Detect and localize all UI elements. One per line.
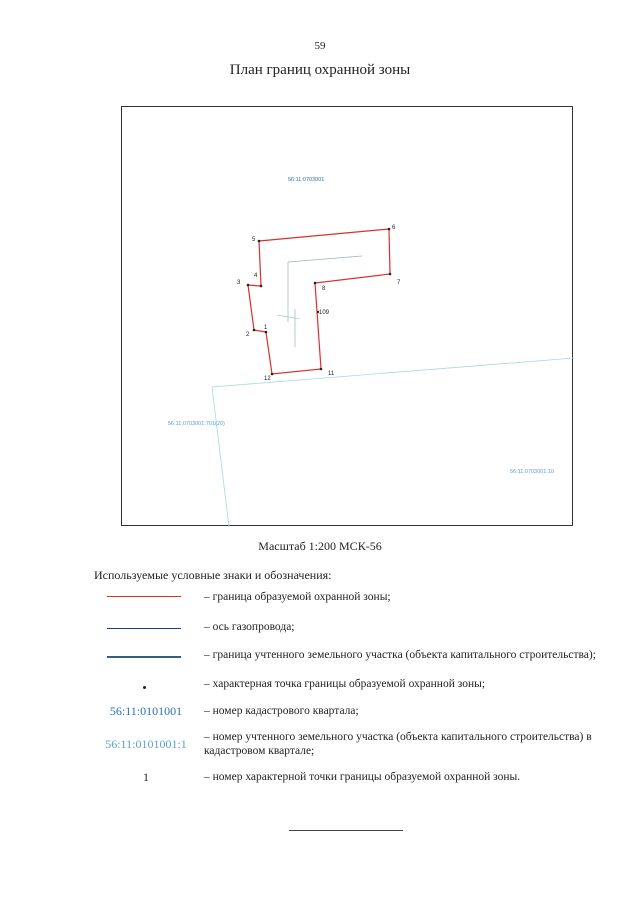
boundary-point <box>258 240 261 243</box>
legend-symbol <box>94 677 198 697</box>
legend-item-parcel-number <box>94 730 614 762</box>
parcel-boundary-symbol <box>107 656 181 658</box>
point-label: 6 <box>392 225 396 231</box>
boundary-point <box>389 273 392 276</box>
legend-item-characteristic-point <box>94 677 614 697</box>
boundary-point <box>314 282 317 285</box>
point-label: 7 <box>397 280 401 286</box>
boundary-points <box>247 228 392 376</box>
point-label: 12 <box>264 376 271 382</box>
pipe-label: 109 <box>319 310 330 316</box>
legend-item-point-number <box>94 770 614 790</box>
legend-symbol <box>94 770 198 790</box>
boundary-point <box>247 284 250 287</box>
parcel-number-symbol: 56:11:0101001:1 <box>105 737 187 751</box>
signature-line <box>289 830 403 831</box>
boundary-point <box>388 228 391 231</box>
legend-symbol <box>94 590 198 610</box>
parcel-label: 56:11:0703001:701(20) <box>168 421 225 427</box>
legend-item-gas-axis <box>94 620 614 640</box>
legend-item-cadastral-block <box>94 704 614 724</box>
parcel-label: 56:11:0703001:10 <box>510 469 554 475</box>
parcel-boundary-line <box>212 387 229 527</box>
legend-description: – ось газопровода; <box>204 621 295 633</box>
gas-axis-line <box>288 256 362 262</box>
page-title: План границ охранной зоны <box>229 62 411 78</box>
legend-symbol <box>94 730 198 762</box>
cadastral-block-label: 56:11:0703001 <box>288 177 325 183</box>
legend-heading: Используемые условные знаки и обозначения: <box>94 568 332 582</box>
legend-item-zone-boundary <box>94 590 614 610</box>
boundary-point <box>271 373 274 376</box>
zone-boundary-polygon <box>248 229 390 374</box>
gas-axis-symbol <box>107 628 181 629</box>
map-drawing <box>122 107 574 527</box>
gas-axis-line <box>277 315 300 319</box>
zone-boundary-symbol <box>107 596 181 597</box>
parcel-boundary-line <box>212 358 574 387</box>
point-symbol <box>143 686 146 689</box>
legend-description: – номер характерной точки границы образуемой охранной зоны. <box>204 771 521 783</box>
legend-symbol <box>94 648 198 668</box>
boundary-point <box>253 329 256 332</box>
point-label: 1 <box>264 325 268 331</box>
boundary-plan-map <box>121 106 573 526</box>
point-label: 11 <box>328 371 335 377</box>
point-label: 3 <box>237 280 241 286</box>
legend-description: – граница образуемой охранной зоны; <box>204 591 391 603</box>
point-label: 4 <box>254 273 258 279</box>
legend-description: – номер кадастрового квартала; <box>204 705 359 717</box>
legend-description: – граница учтенного земельного участка (объекта капитального строительства); <box>204 649 596 661</box>
legend-item-parcel-boundary <box>94 648 614 668</box>
map-scale: Масштаб 1:200 МСК-56 <box>258 539 382 553</box>
point-label: 2 <box>246 332 250 338</box>
page-number: 59 <box>314 40 326 52</box>
legend-symbol <box>94 620 198 640</box>
legend-description: – характерная точка границы образуемой охранной зоны; <box>204 678 486 690</box>
cadastral-block-symbol: 56:11:0101001 <box>109 704 183 718</box>
legend-symbol <box>94 704 198 724</box>
boundary-point <box>320 368 323 371</box>
point-label: 5 <box>252 237 256 243</box>
boundary-point <box>265 331 268 334</box>
boundary-point <box>260 285 263 288</box>
point-label: 8 <box>322 286 326 292</box>
point-number-symbol: 1 <box>143 770 149 784</box>
legend-description: – номер учтенного земельного участка (объекта капитального строительства) в кадастровом квартале; <box>204 731 592 757</box>
